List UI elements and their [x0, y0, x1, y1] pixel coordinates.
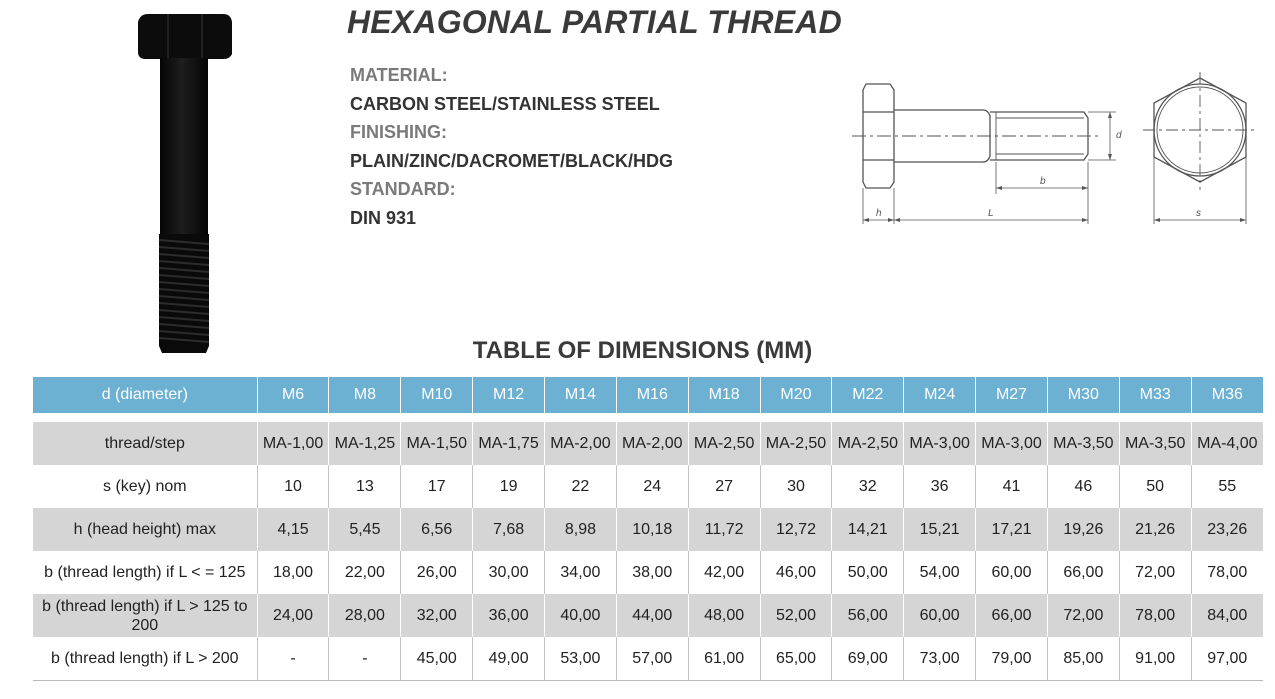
technical-drawing	[848, 72, 1258, 232]
table-cell: 4,15	[257, 508, 329, 551]
table-cell: 48,00	[688, 594, 760, 637]
row-label: h (head height) max	[33, 508, 257, 551]
table-row	[33, 637, 1263, 681]
table-cell: 97,00	[1191, 637, 1263, 681]
table-cell: 50,00	[832, 551, 904, 594]
table-cell: 61,00	[688, 637, 760, 681]
table-cell: 44,00	[616, 594, 688, 637]
table-cell: 17,21	[976, 508, 1048, 551]
row-label: b (thread length) if L > 125 to 200	[33, 594, 257, 637]
table-cell: MA-1,00	[257, 422, 329, 465]
row-label: b (thread length) if L < = 125	[44, 563, 246, 581]
table-cell: 19	[473, 465, 545, 508]
table-cell: 38,00	[616, 551, 688, 594]
table-cell: 28,00	[329, 594, 401, 637]
dimension-b-label: b	[1040, 176, 1046, 187]
product-title: HEXAGONAL PARTIAL THREAD	[347, 4, 842, 40]
table-cell: 45,00	[401, 637, 473, 681]
table-cell: 15,21	[904, 508, 976, 551]
table-cell: 36,00	[473, 594, 545, 637]
table-cell: 27	[688, 465, 760, 508]
finishing-label: FINISHING:	[350, 122, 447, 142]
table-cell: MA-2,00	[545, 422, 617, 465]
header-cell: M14	[545, 377, 617, 413]
table-cell: 72,00	[1047, 594, 1119, 637]
table-cell: MA-3,00	[976, 422, 1048, 465]
table-cell: 91,00	[1119, 637, 1191, 681]
table-row	[33, 551, 1263, 594]
row-label: s (key) nom	[103, 477, 187, 495]
table-cell: 78,00	[1191, 551, 1263, 594]
header-cell: M8	[329, 377, 401, 413]
table-cell: 56,00	[832, 594, 904, 637]
header-cell: M24	[904, 377, 976, 413]
table-cell: 22	[545, 465, 617, 508]
table-cell: 73,00	[904, 637, 976, 681]
table-cell: -	[257, 637, 329, 681]
table-cell: 18,00	[257, 551, 329, 594]
table-cell: 55	[1191, 465, 1263, 508]
table-cell: 14,21	[832, 508, 904, 551]
header-cell: M22	[832, 377, 904, 413]
dimension-l-label: L	[988, 208, 994, 219]
row-label: thread/step	[33, 422, 257, 465]
table-cell: MA-2,00	[616, 422, 688, 465]
table-cell: 84,00	[1191, 594, 1263, 637]
header-cell: M16	[616, 377, 688, 413]
header-cell: d (diameter)	[33, 377, 257, 413]
table-cell: 69,00	[832, 637, 904, 681]
specifications	[350, 64, 673, 235]
dimension-s-label: s	[1196, 208, 1201, 219]
table-cell: 46,00	[760, 551, 832, 594]
table-header-row	[33, 377, 1263, 413]
table-cell: MA-3,00	[904, 422, 976, 465]
table-cell: 22,00	[329, 551, 401, 594]
table-cell: 34,00	[545, 551, 617, 594]
table-cell: 30,00	[473, 551, 545, 594]
table-row	[33, 594, 1263, 637]
table-cell: 11,72	[688, 508, 760, 551]
table-cell: MA-1,50	[401, 422, 473, 465]
table-cell: 32,00	[401, 594, 473, 637]
finishing-value: PLAIN/ZINC/DACROMET/BLACK/HDG	[350, 150, 673, 171]
table-cell: 30	[760, 465, 832, 508]
table-cell: 6,56	[401, 508, 473, 551]
bolt-photo	[128, 12, 238, 357]
table-cell: 32	[832, 465, 904, 508]
header-cell: M27	[976, 377, 1048, 413]
table-cell: MA-3,50	[1119, 422, 1191, 465]
table-cell: MA-2,50	[832, 422, 904, 465]
table-cell: 36	[904, 465, 976, 508]
table-cell: 85,00	[1047, 637, 1119, 681]
table-cell: 66,00	[976, 594, 1048, 637]
table-cell: 10	[257, 465, 329, 508]
table-cell: MA-2,50	[688, 422, 760, 465]
table-cell: 79,00	[976, 637, 1048, 681]
table-cell: 52,00	[760, 594, 832, 637]
table-cell: 72,00	[1119, 551, 1191, 594]
table-row	[33, 508, 1263, 551]
table-cell: 49,00	[473, 637, 545, 681]
table-cell: 24	[616, 465, 688, 508]
table-cell: 54,00	[904, 551, 976, 594]
header-cell: M33	[1119, 377, 1191, 413]
material-value: CARBON STEEL/STAINLESS STEEL	[350, 93, 660, 114]
table-cell: MA-1,25	[329, 422, 401, 465]
table-cell: 42,00	[688, 551, 760, 594]
header-cell: M20	[760, 377, 832, 413]
table-cell: 23,26	[1191, 508, 1263, 551]
table-cell: 13	[329, 465, 401, 508]
table-cell: 78,00	[1119, 594, 1191, 637]
table-cell: MA-4,00	[1191, 422, 1263, 465]
table-cell: 17	[401, 465, 473, 508]
table-cell: 46	[1047, 465, 1119, 508]
table-cell: 66,00	[1047, 551, 1119, 594]
table-cell: 50	[1119, 465, 1191, 508]
table-cell: 8,98	[545, 508, 617, 551]
table-cell: 41	[976, 465, 1048, 508]
table-cell: 26,00	[401, 551, 473, 594]
table-cell: 24,00	[257, 594, 329, 637]
table-cell: -	[329, 637, 401, 681]
table-cell: MA-2,50	[760, 422, 832, 465]
standard-label: STANDARD:	[350, 179, 456, 199]
material-label: MATERIAL:	[350, 65, 448, 85]
table-cell: 53,00	[545, 637, 617, 681]
table-cell: MA-1,75	[473, 422, 545, 465]
header-cell: M18	[688, 377, 760, 413]
table-cell: 60,00	[976, 551, 1048, 594]
dimensions-table	[33, 377, 1263, 681]
header-cell: M12	[473, 377, 545, 413]
header-cell: M36	[1191, 377, 1263, 413]
table-row	[33, 465, 1263, 508]
standard-value: DIN 931	[350, 207, 417, 228]
table-cell: 19,26	[1047, 508, 1119, 551]
table-cell: 40,00	[545, 594, 617, 637]
table-cell: 65,00	[760, 637, 832, 681]
dimension-d-label: d	[1116, 130, 1122, 141]
table-cell: 60,00	[904, 594, 976, 637]
header-cell: M6	[257, 377, 329, 413]
table-row	[33, 422, 1263, 465]
header-cell: M10	[401, 377, 473, 413]
table-title: TABLE OF DIMENSIONS (MM)	[472, 337, 813, 364]
row-label: b (thread length) if L > 200	[33, 637, 257, 681]
table-cell: 12,72	[760, 508, 832, 551]
table-cell: 10,18	[616, 508, 688, 551]
table-cell: 21,26	[1119, 508, 1191, 551]
table-cell: 7,68	[473, 508, 545, 551]
header-cell: M30	[1047, 377, 1119, 413]
table-cell: 57,00	[616, 637, 688, 681]
dimension-h-label: h	[876, 208, 882, 219]
table-cell: MA-3,50	[1047, 422, 1119, 465]
table-cell: 5,45	[329, 508, 401, 551]
